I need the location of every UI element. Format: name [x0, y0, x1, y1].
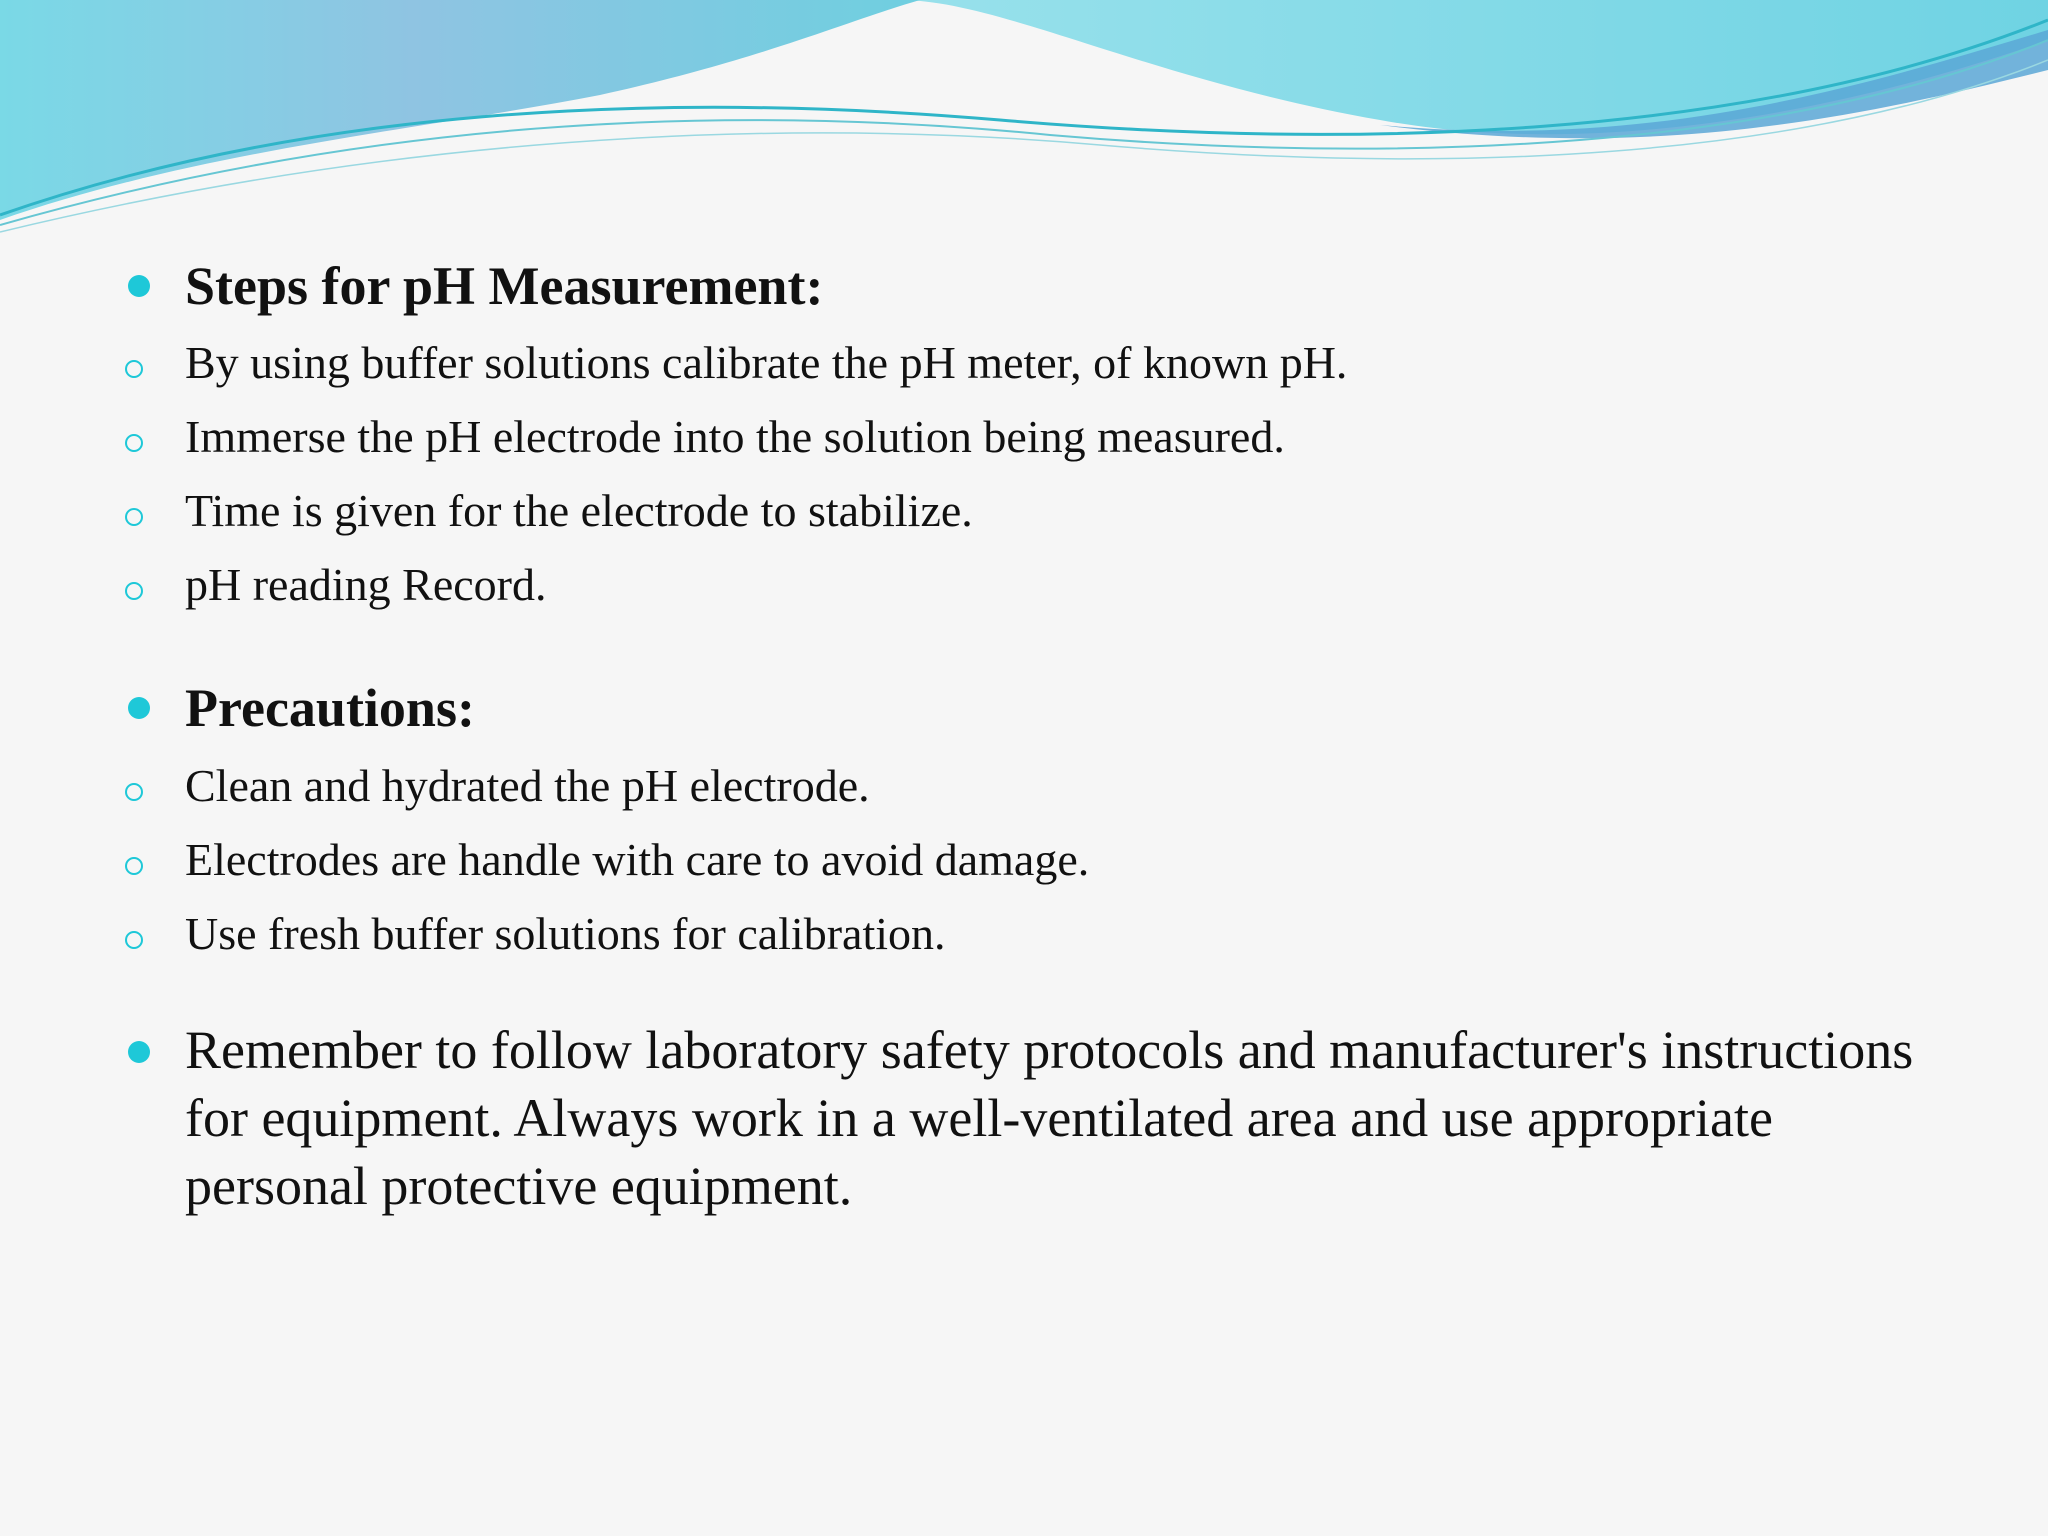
- ring-bullet-icon: [125, 434, 143, 452]
- precautions-item-2: Electrodes are handle with care to avoid damage.: [185, 834, 1090, 885]
- filled-bullet-icon: [128, 697, 150, 719]
- ring-bullet-icon: [125, 508, 143, 526]
- safety-note: Remember to follow laboratory safety protocols and manufacturer's instructions for equipment. Always work in a well-ventilated area and use appropriate personal protective equipment.: [185, 1020, 1914, 1216]
- filled-bullet-icon: [128, 1041, 150, 1063]
- steps-item-3: Time is given for the electrode to stabilize.: [185, 485, 973, 536]
- ring-bullet-icon: [125, 783, 143, 801]
- steps-item-2: Immerse the pH electrode into the solution being measured.: [185, 411, 1285, 462]
- steps-heading: Steps for pH Measurement:: [185, 256, 824, 316]
- ring-bullet-icon: [125, 582, 143, 600]
- filled-bullet-icon: [128, 275, 150, 297]
- ring-bullet-icon: [125, 360, 143, 378]
- ring-bullet-icon: [125, 931, 143, 949]
- steps-item-1: By using buffer solutions calibrate the pH meter, of known pH.: [185, 337, 1348, 388]
- steps-item-4: pH reading Record.: [185, 559, 547, 610]
- precautions-item-1: Clean and hydrated the pH electrode.: [185, 760, 870, 811]
- precautions-item-3: Use fresh buffer solutions for calibration.: [185, 908, 946, 959]
- precautions-heading: Precautions:: [185, 678, 475, 738]
- ring-bullet-icon: [125, 857, 143, 875]
